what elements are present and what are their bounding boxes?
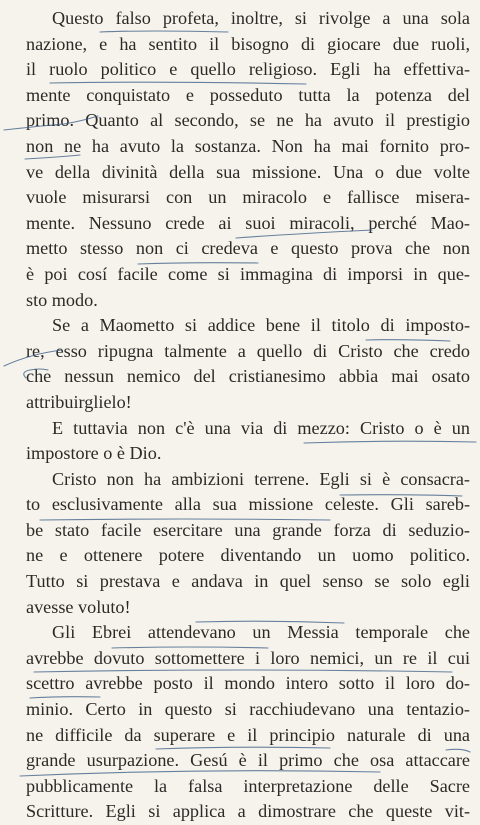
text-line-15: che nessun nemico del cristianesimo abbia mai osato [26, 366, 470, 387]
text-line-26: avrebbe dovuto sottomettere i loro nemici, un re il cui [26, 647, 470, 668]
text-line-29: ne difficile da superare e il principio naturale di una [26, 724, 470, 745]
text-line-9: mente. Nessuno crede ai suoi miracoli, perché Mao- [26, 212, 470, 233]
text-line-17: E tuttavia non c'è una via di mezzo: Cristo o è un [52, 417, 470, 438]
text-line-1: Questo falso profeta, inoltre, si rivolge a una sola [52, 8, 470, 28]
text-line-21: be stato facile esercitare una grande forza di seduzio- [26, 519, 470, 540]
text-line-5: primo. Quanto al secondo, se ne ha avuto il prestigio [26, 110, 470, 131]
text-line-30: grande usurpazione. Gesú è il primo che osa attaccare [26, 750, 470, 771]
text-line-14: re, esso ripugna talmente a quello di Cristo che credo [26, 340, 470, 361]
text-line-11: è poi cosí facile come si immagina di imporsi in que- [26, 263, 470, 284]
text-line-2: nazione, e ha sentito il bisogno di giocare due ruoli, [26, 33, 470, 54]
text-line-18: impostore o è Dio. [26, 443, 162, 464]
text-line-3: il ruolo politico e quello religioso. Egli ha effettiva- [26, 59, 470, 80]
text-line-16: attribuirglielo! [26, 391, 132, 412]
text-line-13: Se a Maometto si addice bene il titolo di imposto- [52, 315, 470, 336]
text-line-22: ne e ottenere potere diventando un uomo politico. [26, 545, 470, 566]
text-line-12: sto modo. [26, 289, 98, 310]
text-line-19: Cristo non ha ambizioni terrene. Egli si è consacra- [52, 468, 470, 489]
book-page-text [26, 6, 470, 825]
text-line-4: mente conquistato e posseduto tutta la potenza del [26, 84, 470, 105]
text-line-7: ve della divinità della sua missione. Una o due volte [26, 161, 470, 182]
text-line-32: Scritture. Egli si applica a dimostrare che queste vit- [26, 801, 470, 822]
text-line-8: vuole misurarsi con un miracolo e fallisce misera- [26, 187, 470, 208]
text-line-6: non ne ha avuto la sostanza. Non ha mai fornito pro- [26, 135, 470, 156]
text-line-25: Gli Ebrei attendevano un Messia temporale che [52, 622, 470, 643]
text-line-28: minio. Certo in questo si racchiudevano una tentazio- [26, 699, 470, 720]
text-line-23: Tutto si prestava e andava in quel senso se solo egli [26, 571, 470, 592]
text-line-31: pubblicamente la falsa interpretazione delle Sacre [26, 775, 470, 796]
text-line-10: metto stesso non ci credeva e questo prova che non [26, 238, 470, 259]
text-line-20: to esclusivamente alla sua missione celeste. Gli sareb- [26, 494, 470, 515]
text-line-24: avesse voluto! [26, 596, 131, 617]
text-line-27: scettro avrebbe posto il mondo intero sotto il loro do- [26, 673, 470, 694]
